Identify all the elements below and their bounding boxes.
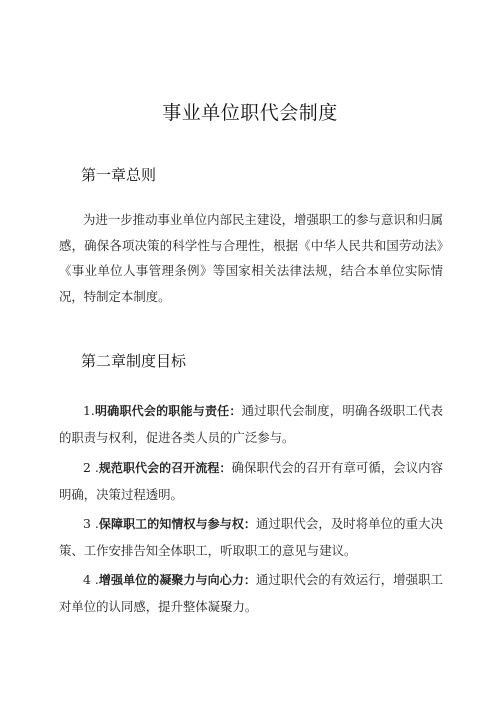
goal-item-number: 4 .: [83, 572, 99, 587]
chapter2-heading: 第二章制度目标: [81, 352, 187, 370]
goal-item-number: 3 .: [83, 516, 99, 531]
goal-item-number: 2 .: [83, 460, 99, 475]
goal-item-2: [59, 455, 443, 507]
chapter1-paragraph: [59, 207, 443, 309]
document-title: 事业单位职代会制度: [162, 102, 338, 124]
goal-item-4: [59, 567, 443, 619]
goal-item-text: 通过职代会，及时将单位的重大决策、工作安排告知全体职工，听取职工的意见与建议。: [59, 516, 443, 558]
goal-item-label: 规范职代会的召开流程：: [98, 461, 232, 475]
goal-item-label: 明确职代会的职能与责任：: [94, 404, 242, 418]
goal-item-text: 通过职代会的有效运行，增强职工对单位的认同感，提升整体凝聚力。: [59, 572, 443, 614]
goal-item-3: [59, 511, 443, 563]
goal-item-label: 保障职工的知情权与参与权：: [98, 517, 256, 531]
goal-item-number: 1.: [83, 403, 95, 418]
goal-item-label: 增强单位的凝聚力与向心力：: [98, 573, 256, 587]
chapter1-heading: 第一章总则: [81, 166, 157, 184]
goal-item-text: 确保职代会的召开有章可循，会议内容明确，决策过程透明。: [59, 460, 443, 502]
chapter1-paragraph-text: 为进一步推动事业单位内部民主建设，增强职工的参与意识和归属感，确保各项决策的科学性与合理性，根据《中华人民共和国劳动法》《事业单位人事管理条例》等国家相关法律法规，结合本单位实际情况，特制定本制度。: [59, 212, 443, 304]
goal-item-1: [59, 398, 443, 450]
goal-item-text: 通过职代会制度，明确各级职工代表的职责与权利，促进各类人员的广泛参与。: [59, 403, 443, 445]
